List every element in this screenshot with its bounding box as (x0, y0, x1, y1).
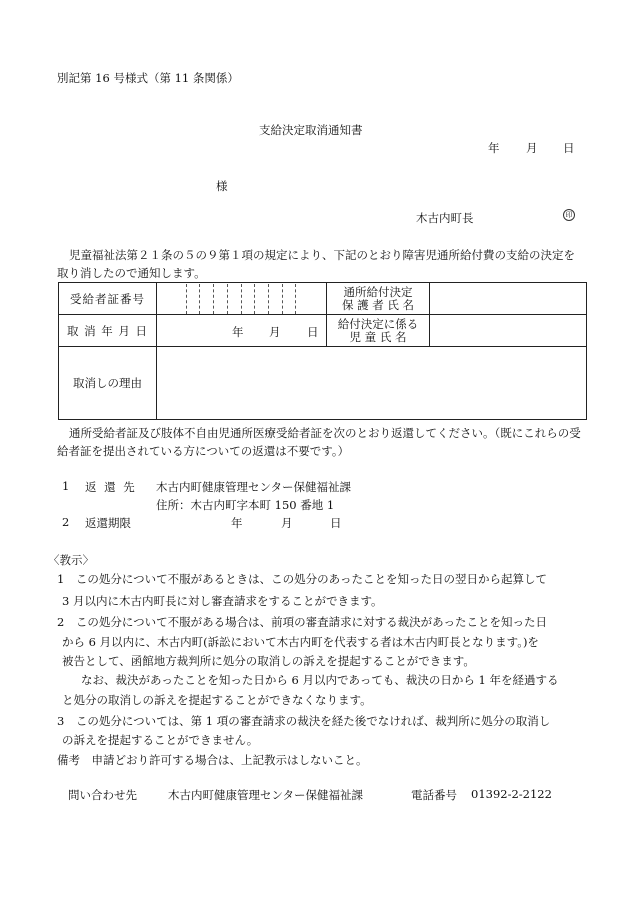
child-label-line1: 給付決定に係る (337, 316, 419, 331)
cert-number-label: 受給者証番号 (59, 283, 157, 315)
phone-number: 01392-2-2122 (471, 787, 552, 801)
reason-field[interactable] (157, 347, 587, 420)
guardian-label (327, 283, 430, 315)
remarks: 備考 申請どおり許可する場合は、上記教示はしないこと。 (57, 753, 368, 767)
instruction-heading: 〈教示〉 (48, 553, 94, 567)
contact-label: 問い合わせ先 (68, 788, 137, 802)
instruction-line: 2 この処分について不服がある場合は、前項の審査請求に対する裁決があったことを知った日 (57, 615, 547, 629)
instruction-line: から 6 月以内に、木古内町(訴訟において木古内町を代表する者は木古内町長となります。)を (62, 635, 539, 649)
intro-text: 児童福祉法第２１条の５の９第１項の規定により、下記のとおり障害児通所給付費の支給の決定を取り消したので通知します。 (57, 248, 575, 280)
return-destination: 木古内町健康管理センター保健福祉課 (156, 480, 352, 494)
recipient-suffix: 様 (216, 179, 228, 193)
return-item1-number: 1 (62, 479, 70, 493)
cancel-date-year: 年 (232, 325, 244, 339)
instruction-line: の訴えを提起することができません。 (62, 733, 259, 747)
seal-icon: 印 (563, 209, 575, 221)
instruction-line: 被告として、函館地方裁判所に処分の取消しの訴えを提起することができます。 (62, 654, 475, 668)
child-name-field[interactable] (430, 315, 587, 347)
child-label-line2: 児 童 氏 名 (349, 329, 407, 344)
cancel-date-field[interactable] (157, 315, 327, 347)
return-item2-label: 返還期限 (85, 516, 131, 530)
form-label: 別記第 16 号様式（第 11 条関係） (57, 71, 239, 85)
date-day: 日 (563, 141, 575, 155)
return-item2-number: 2 (62, 515, 70, 529)
cancel-date-label: 取 消 年 月 日 (59, 315, 157, 347)
date-year: 年 (488, 141, 500, 155)
deadline-day: 日 (330, 516, 342, 530)
instruction-line: 3 この処分については、第 1 項の審査請求の裁決を経た後でなければ、裁判所に処分の取消し (57, 714, 551, 728)
phone-label: 電話番号 (411, 788, 457, 802)
return-text: 通所受給者証及び肢体不自由児通所医療受給者証を次のとおり返還してください。（既にこれらの受給者証を提出されている方についての返還は不要です。） (57, 426, 581, 458)
return-address: 住所：木古内町字本町 150 番地 1 (156, 498, 335, 512)
issuer-name: 木古内町長 (416, 211, 474, 225)
instruction-line: なお、裁決があったことを知った日から 6 月以内であっても、裁決の日から 1 年を経過する (81, 673, 559, 687)
cancel-date-month: 月 (269, 325, 281, 339)
child-label (327, 315, 430, 347)
deadline-month: 月 (281, 516, 293, 530)
reason-label: 取消しの理由 (59, 347, 157, 420)
info-table (58, 282, 587, 420)
contact-office: 木古内町健康管理センター保健福祉課 (168, 788, 364, 802)
instruction-line: 1 この処分について不服があるときは、この処分のあったことを知った日の翌日から起算して (57, 572, 547, 586)
date-month: 月 (526, 141, 538, 155)
document-title: 支給決定取消通知書 (259, 123, 363, 137)
cert-number-boxes[interactable] (157, 283, 327, 315)
cancel-date-day: 日 (307, 325, 319, 339)
guardian-label-line2: 保 護 者 氏 名 (341, 297, 415, 312)
guardian-label-line1: 通所給付決定 (343, 284, 413, 299)
instruction-line: 3 月以内に木古内町長に対し審査請求をすることができます。 (62, 594, 383, 608)
guardian-name-field[interactable] (430, 283, 587, 315)
return-item1-label: 返 還 先 (85, 480, 137, 494)
instruction-line: と処分の取消しの訴えを提起することができなくなります。 (62, 693, 372, 707)
deadline-year: 年 (231, 516, 243, 530)
